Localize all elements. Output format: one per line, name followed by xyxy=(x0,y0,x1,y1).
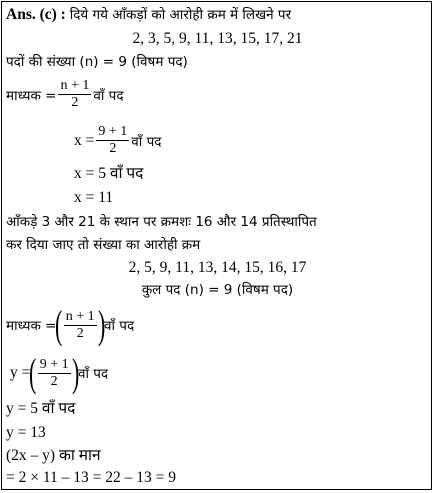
replace-line-2: कर दिया जाए तो संख्या का आरोही क्रम xyxy=(6,237,201,253)
right-paren: ) xyxy=(97,302,106,347)
y-prefix: y = xyxy=(10,364,31,381)
final-result: = 2 × 11 – 13 = 22 – 13 = 9 xyxy=(6,469,177,486)
median-suffix-1: वाँ पद xyxy=(93,87,124,104)
x-eq-5: x = 5 वाँ पद xyxy=(74,165,144,182)
median-formula-2 xyxy=(6,302,135,347)
replace-line-1: आँकड़े 3 और 21 के स्थान पर क्रमशः 16 और 14 प्रतिस्थापित xyxy=(6,214,317,230)
x-suffix: वाँ पद xyxy=(131,133,162,150)
right-paren-y: ) xyxy=(71,350,79,395)
x-formula xyxy=(74,124,161,157)
y-den: 2 xyxy=(38,373,71,390)
answer-label: Ans. (c) : xyxy=(6,6,66,23)
median-fraction-1 xyxy=(58,78,91,111)
median-num-2: n + 1 xyxy=(65,308,95,324)
y-formula xyxy=(10,350,109,395)
median-num-1: n + 1 xyxy=(60,78,90,93)
series-2: 2, 5, 9, 11, 13, 14, 15, 16, 17 xyxy=(128,259,307,276)
line-intro xyxy=(6,5,291,25)
median-suffix-2: वाँ पद xyxy=(104,318,135,334)
solution-box xyxy=(1,1,432,490)
y-eq-13: y = 13 xyxy=(6,424,46,441)
y-fraction xyxy=(38,357,71,390)
left-paren: ( xyxy=(55,302,63,347)
median-den-1: 2 xyxy=(58,94,91,111)
x-fraction xyxy=(96,124,129,157)
x-prefix: x = xyxy=(74,131,95,149)
median-den-2: 2 xyxy=(64,325,97,342)
x-num: 9 + 1 xyxy=(98,124,128,139)
y-eq-5: y = 5 वाँ पद xyxy=(6,400,76,417)
y-suffix: वाँ पद xyxy=(77,366,109,382)
left-paren-y: ( xyxy=(29,350,37,395)
intro-text: दिये गये आँकड़ों को आरोही क्रम में लिखने पर xyxy=(69,7,292,23)
x-den: 2 xyxy=(96,140,129,157)
series-1: 2, 3, 5, 9, 11, 13, 15, 17, 21 xyxy=(132,30,303,47)
value-label: (2x – y) का मान xyxy=(6,447,101,464)
count-2: कुल पद (n) = 9 (विषम पद) xyxy=(141,282,294,298)
y-num: 9 + 1 xyxy=(39,356,69,372)
median-fraction-2 xyxy=(64,309,97,342)
median-formula-1 xyxy=(6,78,124,111)
count-1: पदों की संख्या (n) = 9 (विषम पद) xyxy=(6,54,188,70)
x-eq-11: x = 11 xyxy=(74,189,114,206)
median-label-2: माध्यक = xyxy=(6,318,57,334)
median-label-1: माध्यक = xyxy=(6,87,57,104)
